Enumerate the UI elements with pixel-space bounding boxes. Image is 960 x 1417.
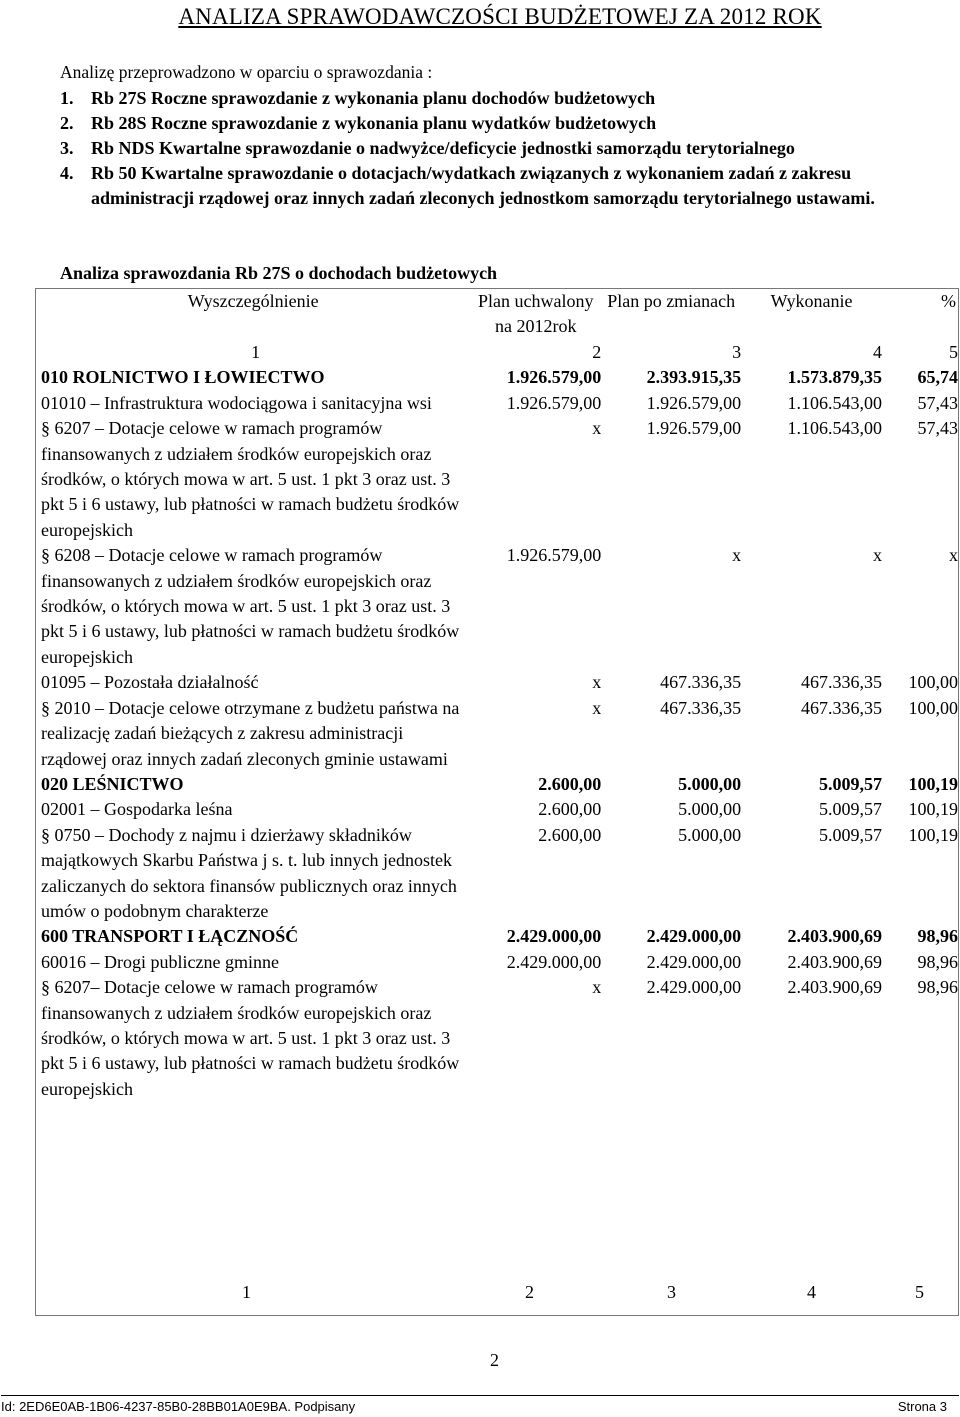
- income-table-grid: [36, 289, 958, 1102]
- row-plan: 2.600,00: [538, 799, 602, 820]
- list-item: 4. Rb 50 Kwartalne sprawozdanie o dotacjach/wydatkach związanych z wykonaniem zadań z zakresu administracji rządowej oraz innych zadań zleconych jednostkom samorządu terytorialnego ustawami.: [60, 163, 875, 208]
- intro-text: Analizę przeprowadzono w oparciu o sprawozdania :: [60, 62, 433, 82]
- page-title: ANALIZA SPRAWODAWCZOŚCI BUDŻETOWEJ ZA 2012 ROK: [178, 4, 822, 29]
- row-percent: 100,00: [908, 672, 958, 693]
- table-header-row: [36, 289, 958, 339]
- row-plan: 1.926.579,00: [506, 392, 602, 413]
- header-wyszczegolnienie: Wyszczególnienie: [187, 291, 319, 311]
- row-percent: 57,43: [917, 392, 958, 413]
- row-percent: 98,96: [917, 926, 958, 947]
- row-plan-po-zmianach: 5.000,00: [678, 824, 742, 845]
- row-plan-po-zmianach: 1.926.579,00: [646, 418, 742, 439]
- table-row: [36, 670, 958, 695]
- list-item: 1. Rb 27S Roczne sprawozdanie z wykonania planu dochodów budżetowych: [60, 88, 656, 108]
- document-footer: [1, 1395, 959, 1414]
- row-percent: 100,00: [908, 697, 958, 718]
- row-description: § 6208 – Dotacje celowe w ramach programów finansowanych z udziałem środków europejskich oraz środków, o których mowa w art. 5 ust. 1 pkt 3 oraz ust. 3 pkt 5 i 6 ustawy, lub płatności w ramach budżetu środków europejskich: [41, 545, 460, 667]
- row-plan-po-zmianach: 5.000,00: [678, 799, 742, 820]
- row-description: 01010 – Infrastruktura wodociągowa i sanitacyjna wsi: [41, 392, 432, 413]
- row-description: 02001 – Gospodarka leśna: [41, 799, 233, 820]
- row-plan: 1.926.579,00: [506, 367, 602, 388]
- row-wykonanie: 5.009,57: [819, 824, 883, 845]
- row-description: 600 TRANSPORT I ŁĄCZNOŚĆ: [41, 926, 299, 947]
- row-plan-po-zmianach: 467.336,35: [660, 697, 742, 718]
- row-percent: 100,19: [908, 799, 958, 820]
- row-description: 01095 – Pozostała działalność: [41, 672, 259, 693]
- header-wykonanie: Wykonanie: [770, 291, 853, 311]
- row-wykonanie: 5.009,57: [819, 773, 883, 794]
- row-percent: 100,19: [908, 773, 958, 794]
- row-plan: 2.600,00: [538, 824, 602, 845]
- report-list: [60, 86, 880, 211]
- row-description: 60016 – Drogi publiczne gminne: [41, 951, 279, 972]
- section-title: Analiza sprawozdania Rb 27S o dochodach budżetowych: [60, 263, 498, 283]
- table-row: [36, 950, 958, 975]
- row-description: § 2010 – Dotacje celowe otrzymane z budżetu państwa na realizację zadań bieżących z zakresu administracji rządowej oraz innych zadań zleconych gminie ustawami: [41, 697, 460, 769]
- row-wykonanie: x: [873, 545, 883, 566]
- row-plan: x: [592, 672, 602, 693]
- table-body: [36, 339, 958, 1102]
- table-row: [36, 924, 958, 949]
- row-wykonanie: 1.573.879,35: [787, 367, 883, 388]
- row-plan: 2.429.000,00: [506, 951, 602, 972]
- row-percent: x: [949, 545, 958, 566]
- table-row: [36, 975, 958, 1102]
- row-percent: 57,43: [917, 418, 958, 439]
- page-label: Strona 3: [897, 1399, 947, 1414]
- row-plan-po-zmianach: 467.336,35: [660, 672, 742, 693]
- column-number-row: 1 2 3 4 5: [251, 342, 958, 362]
- row-wykonanie: 2.403.900,69: [787, 926, 883, 947]
- row-description: 020 LEŚNICTWO: [41, 773, 184, 794]
- row-plan-po-zmianach: 5.000,00: [678, 773, 742, 794]
- row-percent: 65,74: [917, 367, 958, 388]
- row-wykonanie: 2.403.900,69: [787, 977, 883, 998]
- list-item: 3. Rb NDS Kwartalne sprawozdanie o nadwyżce/deficycie jednostki samorządu terytorialnego: [60, 138, 795, 158]
- row-wykonanie: 5.009,57: [819, 799, 883, 820]
- row-plan-po-zmianach: 1.926.579,00: [646, 392, 742, 413]
- row-description: § 6207 – Dotacje celowe w ramach programów finansowanych z udziałem środków europejskich oraz środków, o których mowa w art. 5 ust. 1 pkt 3 oraz ust. 3 pkt 5 i 6 ustawy, lub płatności w ramach budżetu środków europejskich: [41, 418, 460, 540]
- row-description: § 0750 – Dochody z najmu i dzierżawy składników majątkowych Skarbu Państwa j s. t. lub innych jednostek zaliczanych do sektora finansów publicznych oraz innych umów o podobnym charakterze: [41, 824, 457, 921]
- table-row: [36, 823, 958, 925]
- row-plan-po-zmianach: 2.429.000,00: [646, 951, 742, 972]
- row-plan-po-zmianach: 2.429.000,00: [646, 977, 742, 998]
- document-id: Id: 2ED6E0AB-1B06-4237-85B0-28BB01A0E9BA. Podpisany: [1, 1399, 356, 1414]
- row-plan: 2.429.000,00: [506, 926, 602, 947]
- row-wykonanie: 467.336,35: [801, 697, 883, 718]
- header-plan: Plan uchwalony na 2012rok: [478, 291, 594, 336]
- row-wykonanie: 1.106.543,00: [787, 392, 883, 413]
- row-wykonanie: 1.106.543,00: [787, 418, 883, 439]
- row-percent: 98,96: [917, 951, 958, 972]
- header-plan-po-zmianach: Plan po zmianach: [607, 291, 736, 311]
- table-row: [36, 696, 958, 772]
- row-plan-po-zmianach: 2.393.915,35: [646, 367, 742, 388]
- list-item: 2. Rb 28S Roczne sprawozdanie z wykonania planu wydatków budżetowych: [60, 113, 657, 133]
- row-plan-po-zmianach: 2.429.000,00: [646, 926, 742, 947]
- row-percent: 98,96: [917, 977, 958, 998]
- page-number: 2: [490, 1350, 499, 1370]
- row-plan-po-zmianach: x: [732, 545, 742, 566]
- row-percent: 100,19: [908, 824, 958, 845]
- table-row: [36, 543, 958, 670]
- header-percent: %: [941, 291, 956, 311]
- row-plan: 2.600,00: [538, 773, 602, 794]
- row-plan: x: [592, 418, 602, 439]
- row-plan: 1.926.579,00: [506, 545, 602, 566]
- income-table: [35, 288, 959, 1316]
- table-row: [36, 365, 958, 390]
- table-row: [36, 391, 958, 416]
- table-row: [36, 416, 958, 543]
- row-plan: x: [592, 977, 602, 998]
- table-row: [36, 797, 958, 822]
- row-description: 010 ROLNICTWO I ŁOWIECTWO: [41, 367, 325, 388]
- row-description: § 6207– Dotacje celowe w ramach programów finansowanych z udziałem środków europejskich oraz środków, o których mowa w art. 5 ust. 1 pkt 3 oraz ust. 3 pkt 5 i 6 ustawy, lub płatności w ramach budżetu środków europejskich: [41, 977, 460, 1099]
- row-wykonanie: 2.403.900,69: [787, 951, 883, 972]
- table-row: [36, 772, 958, 797]
- row-plan: x: [592, 697, 602, 718]
- row-wykonanie: 467.336,35: [801, 672, 883, 693]
